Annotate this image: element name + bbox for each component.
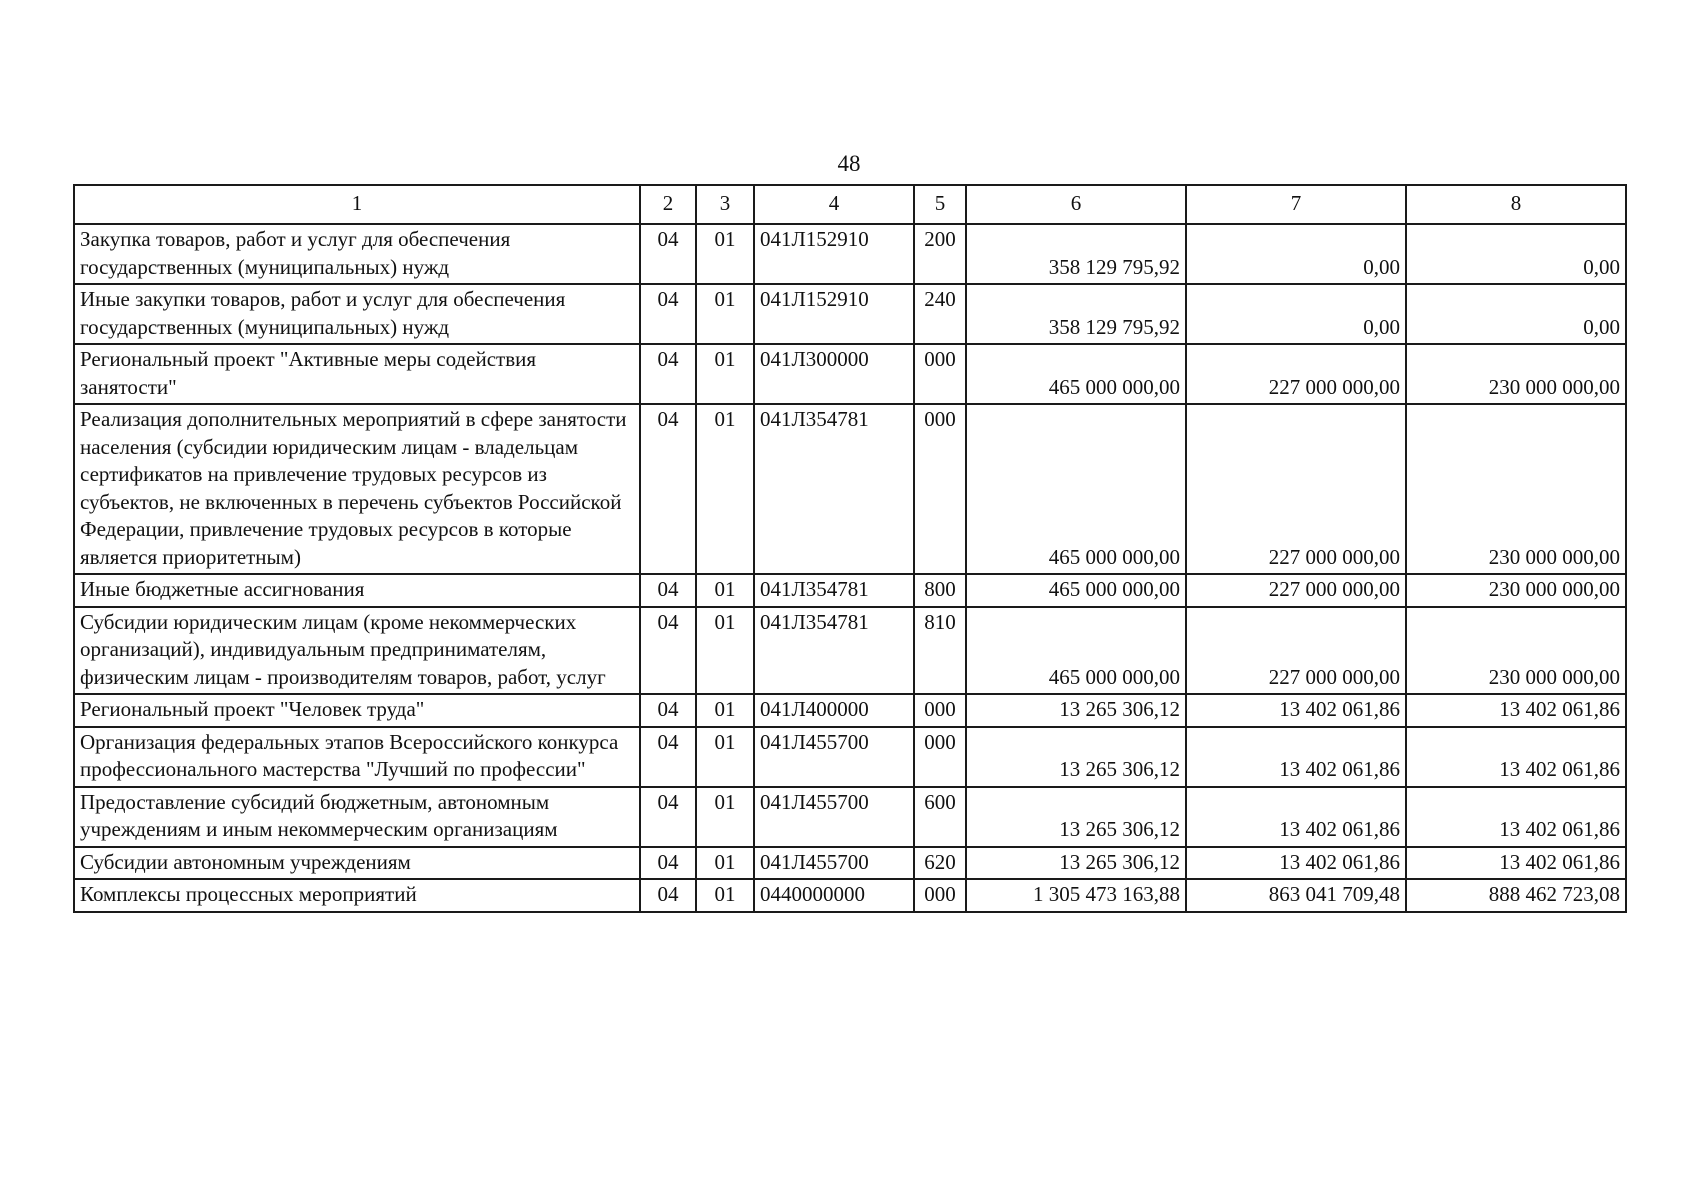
item-name: Региональный проект "Активные меры содействия занятости" — [74, 344, 640, 404]
amount-col-8: 230 000 000,00 — [1406, 607, 1626, 695]
table-row — [74, 404, 1626, 574]
section-code: 04 — [640, 879, 696, 912]
page-number: 48 — [837, 151, 861, 176]
amount-col-7: 227 000 000,00 — [1186, 574, 1406, 607]
subsection-code: 01 — [696, 607, 754, 695]
amount-col-7: 0,00 — [1186, 224, 1406, 284]
section-code: 04 — [640, 607, 696, 695]
subsection-code: 01 — [696, 879, 754, 912]
item-name: Реализация дополнительных мероприятий в сфере занятости населения (субсидии юридическим лицам - владельцам сертификатов на привлечение трудовых ресурсов из субъектов, не включенных в перечень субъектов Российской Федерации, привлечение трудовых ресурсов в которые является приоритетным) — [74, 404, 640, 574]
column-header: 4 — [754, 185, 914, 224]
amount-col-7: 227 000 000,00 — [1186, 344, 1406, 404]
subsection-code: 01 — [696, 847, 754, 880]
expense-type-code: 800 — [914, 574, 966, 607]
expense-type-code: 810 — [914, 607, 966, 695]
amount-col-8: 13 402 061,86 — [1406, 787, 1626, 847]
table-row — [74, 847, 1626, 880]
expense-type-code: 000 — [914, 879, 966, 912]
amount-col-8: 13 402 061,86 — [1406, 694, 1626, 727]
amount-col-6: 13 265 306,12 — [966, 787, 1186, 847]
target-article-code: 041Л455700 — [754, 727, 914, 787]
item-name: Иные бюджетные ассигнования — [74, 574, 640, 607]
item-name: Организация федеральных этапов Всероссийского конкурса профессионального мастерства "Лучший по профессии" — [74, 727, 640, 787]
column-header: 3 — [696, 185, 754, 224]
amount-col-8: 0,00 — [1406, 284, 1626, 344]
expense-type-code: 000 — [914, 344, 966, 404]
column-header: 5 — [914, 185, 966, 224]
item-name: Закупка товаров, работ и услуг для обеспечения государственных (муниципальных) нужд — [74, 224, 640, 284]
amount-col-6: 358 129 795,92 — [966, 224, 1186, 284]
expense-type-code: 000 — [914, 694, 966, 727]
item-name: Комплексы процессных мероприятий — [74, 879, 640, 912]
subsection-code: 01 — [696, 787, 754, 847]
table-row — [74, 574, 1626, 607]
amount-col-8: 230 000 000,00 — [1406, 344, 1626, 404]
subsection-code: 01 — [696, 284, 754, 344]
amount-col-6: 465 000 000,00 — [966, 404, 1186, 574]
column-header: 1 — [74, 185, 640, 224]
section-code: 04 — [640, 694, 696, 727]
amount-col-7: 227 000 000,00 — [1186, 607, 1406, 695]
target-article-code: 041Л455700 — [754, 847, 914, 880]
expense-type-code: 000 — [914, 727, 966, 787]
table-row — [74, 284, 1626, 344]
item-name: Иные закупки товаров, работ и услуг для обеспечения государственных (муниципальных) нужд — [74, 284, 640, 344]
section-code: 04 — [640, 224, 696, 284]
section-code: 04 — [640, 787, 696, 847]
expense-type-code: 240 — [914, 284, 966, 344]
expense-type-code: 600 — [914, 787, 966, 847]
amount-col-7: 13 402 061,86 — [1186, 694, 1406, 727]
amount-col-8: 0,00 — [1406, 224, 1626, 284]
amount-col-7: 227 000 000,00 — [1186, 404, 1406, 574]
target-article-code: 041Л152910 — [754, 224, 914, 284]
amount-col-7: 863 041 709,48 — [1186, 879, 1406, 912]
target-article-code: 041Л354781 — [754, 607, 914, 695]
section-code: 04 — [640, 284, 696, 344]
amount-col-7: 13 402 061,86 — [1186, 787, 1406, 847]
section-code: 04 — [640, 344, 696, 404]
item-name: Региональный проект "Человек труда" — [74, 694, 640, 727]
amount-col-6: 465 000 000,00 — [966, 344, 1186, 404]
amount-col-8: 230 000 000,00 — [1406, 404, 1626, 574]
amount-col-8: 230 000 000,00 — [1406, 574, 1626, 607]
subsection-code: 01 — [696, 404, 754, 574]
item-name: Субсидии автономным учреждениям — [74, 847, 640, 880]
table-row — [74, 224, 1626, 284]
target-article-code: 041Л400000 — [754, 694, 914, 727]
expense-type-code: 200 — [914, 224, 966, 284]
expense-type-code: 000 — [914, 404, 966, 574]
target-article-code: 0440000000 — [754, 879, 914, 912]
table-row — [74, 879, 1626, 912]
amount-col-7: 13 402 061,86 — [1186, 847, 1406, 880]
amount-col-8: 888 462 723,08 — [1406, 879, 1626, 912]
amount-col-6: 13 265 306,12 — [966, 694, 1186, 727]
table-row — [74, 787, 1626, 847]
section-code: 04 — [640, 404, 696, 574]
column-header: 8 — [1406, 185, 1626, 224]
section-code: 04 — [640, 574, 696, 607]
amount-col-6: 465 000 000,00 — [966, 607, 1186, 695]
expense-type-code: 620 — [914, 847, 966, 880]
subsection-code: 01 — [696, 694, 754, 727]
item-name: Субсидии юридическим лицам (кроме некоммерческих организаций), индивидуальным предпринимателям, физическим лицам - производителям товаров, работ, услуг — [74, 607, 640, 695]
amount-col-6: 13 265 306,12 — [966, 847, 1186, 880]
amount-col-8: 13 402 061,86 — [1406, 847, 1626, 880]
section-code: 04 — [640, 847, 696, 880]
amount-col-8: 13 402 061,86 — [1406, 727, 1626, 787]
header-row — [74, 185, 1626, 224]
table-row — [74, 607, 1626, 695]
subsection-code: 01 — [696, 574, 754, 607]
table-row — [74, 727, 1626, 787]
subsection-code: 01 — [696, 344, 754, 404]
table-row — [74, 344, 1626, 404]
target-article-code: 041Л300000 — [754, 344, 914, 404]
column-header: 6 — [966, 185, 1186, 224]
amount-col-7: 0,00 — [1186, 284, 1406, 344]
amount-col-6: 465 000 000,00 — [966, 574, 1186, 607]
target-article-code: 041Л152910 — [754, 284, 914, 344]
target-article-code: 041Л354781 — [754, 404, 914, 574]
target-article-code: 041Л354781 — [754, 574, 914, 607]
amount-col-7: 13 402 061,86 — [1186, 727, 1406, 787]
column-header: 7 — [1186, 185, 1406, 224]
amount-col-6: 1 305 473 163,88 — [966, 879, 1186, 912]
subsection-code: 01 — [696, 727, 754, 787]
table-row — [74, 694, 1626, 727]
amount-col-6: 358 129 795,92 — [966, 284, 1186, 344]
amount-col-6: 13 265 306,12 — [966, 727, 1186, 787]
section-code: 04 — [640, 727, 696, 787]
subsection-code: 01 — [696, 224, 754, 284]
budget-table — [73, 184, 1627, 913]
item-name: Предоставление субсидий бюджетным, автономным учреждениям и иным некоммерческим организациям — [74, 787, 640, 847]
column-header: 2 — [640, 185, 696, 224]
target-article-code: 041Л455700 — [754, 787, 914, 847]
